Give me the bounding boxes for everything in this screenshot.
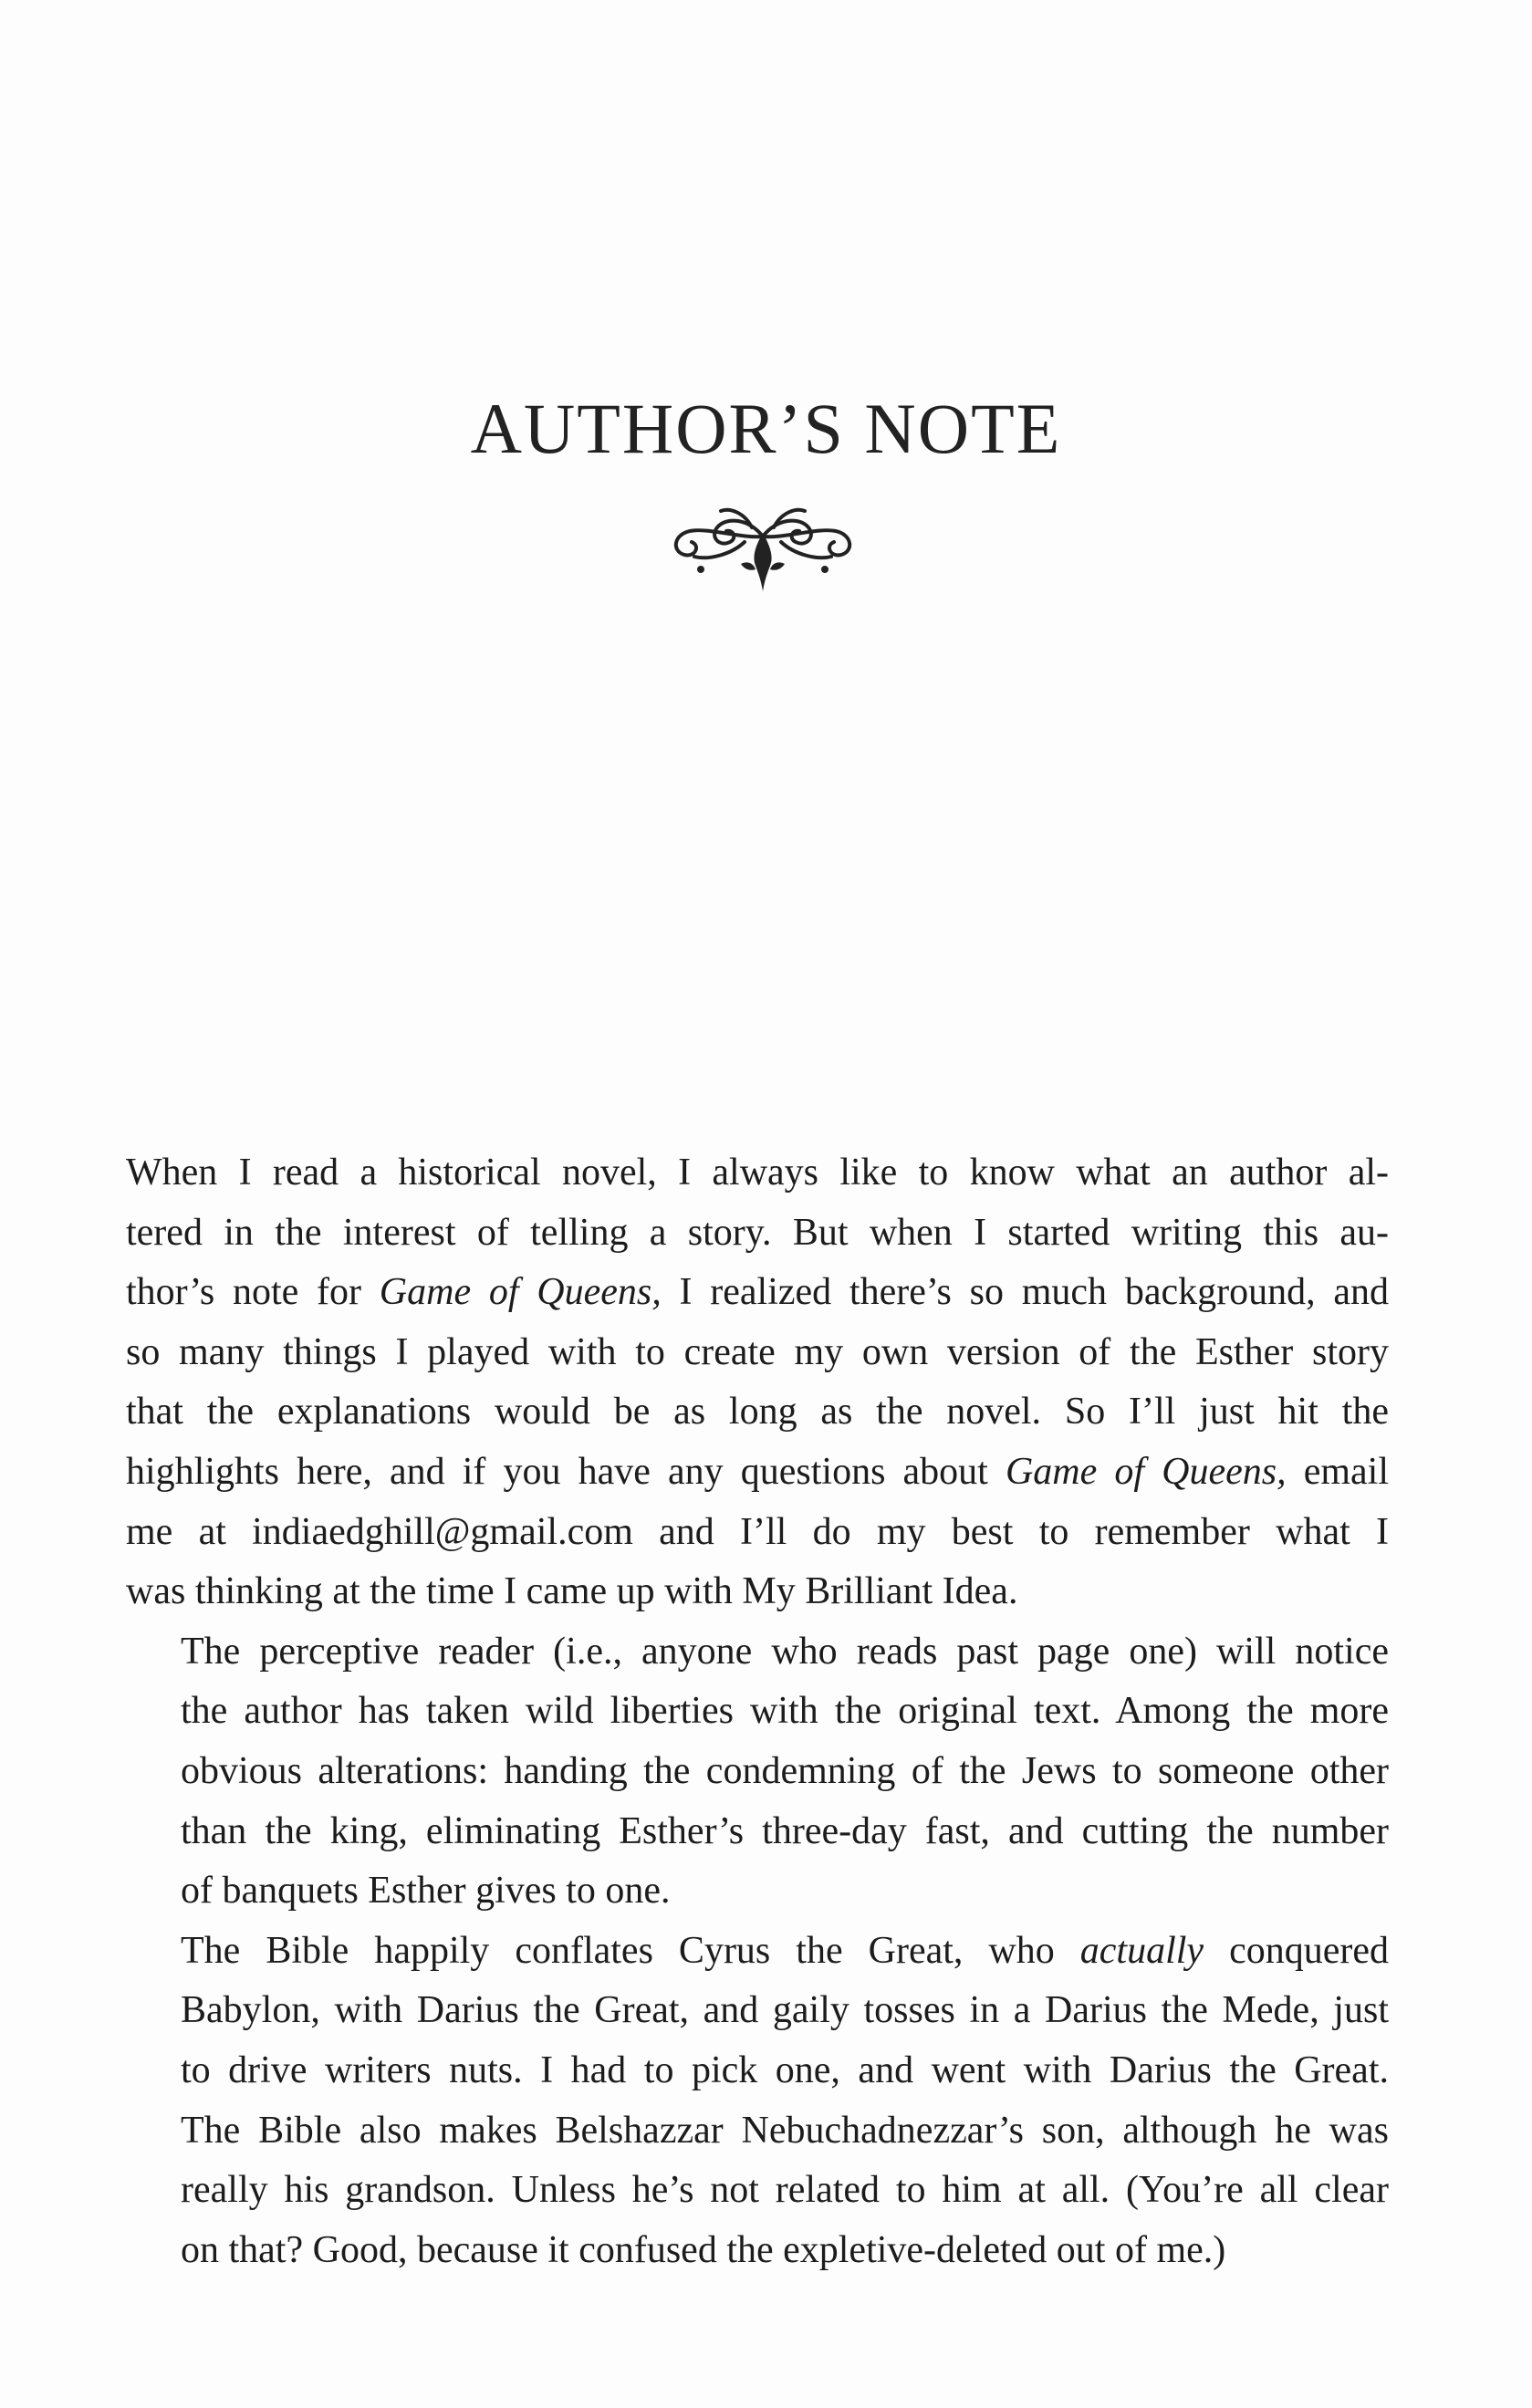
text-line: [126, 1682, 1389, 1742]
text-line: [126, 1922, 1389, 1982]
text-line: [126, 1503, 1389, 1563]
text-segment: highlights here, and if you have any questions about: [126, 1450, 1006, 1493]
text-line: [126, 1323, 1389, 1383]
italic-title: actually: [1079, 1929, 1204, 1972]
paragraph-2: [126, 1622, 1389, 1922]
text-segment: on that? Good, because it confused the expletive-deleted out of me.): [181, 2228, 1226, 2271]
text-segment: conquered: [1204, 1929, 1389, 1972]
text-line: [126, 1204, 1389, 1264]
text-segment: tered in the interest of telling a story. But when I started writing this au-: [126, 1211, 1389, 1254]
text-segment: really his grandson. Unless he’s not related to him at all. (You’re all clear: [181, 2169, 1389, 2212]
paragraph-1: [126, 1143, 1389, 1622]
text-line: [126, 1861, 1389, 1922]
text-segment: I realized there’s so much background, and: [661, 1271, 1389, 1314]
text-line: [126, 1742, 1389, 1802]
text-line: [126, 1562, 1389, 1622]
fleuron-ornament-icon: [653, 500, 872, 600]
text-segment: obvious alterations: handing the condemning of the Jews to someone other: [181, 1749, 1389, 1792]
text-segment: Babylon, with Darius the Great, and gaily tosses in a Darius the Mede, just: [181, 1989, 1389, 2032]
text-line: [126, 2221, 1389, 2281]
italic-title: Game of Queens,: [379, 1271, 662, 1314]
text-segment: than the king, eliminating Esther’s three-day fast, and cutting the number: [181, 1809, 1389, 1852]
text-line: [126, 2161, 1389, 2221]
text-segment: The perceptive reader (i.e., anyone who reads past page one) will notice: [181, 1630, 1389, 1673]
text-segment: was thinking at the time I came up with My Brilliant Idea.: [126, 1570, 1018, 1613]
text-segment: of banquets Esther gives to one.: [181, 1870, 671, 1913]
text-segment: that the explanations would be as long as the novel. So I’ll just hit the: [126, 1391, 1389, 1433]
text-segment: The Bible also makes Belshazzar Nebuchadnezzar’s son, although he was: [181, 2109, 1389, 2152]
text-line: [126, 2041, 1389, 2101]
text-line: [126, 1443, 1389, 1503]
text-line: [126, 1263, 1389, 1323]
text-line: [126, 1382, 1389, 1443]
text-segment: so many things I played with to create my own version of the Esther story: [126, 1330, 1389, 1373]
italic-title: Game of Queens,: [1005, 1450, 1287, 1493]
text-line: [126, 1981, 1389, 2041]
text-segment: thor’s note for: [126, 1271, 380, 1314]
paragraph-3: [126, 1922, 1389, 2281]
text-segment: me at indiaedghill@gmail.com and I’ll do my best to remember what I: [126, 1510, 1389, 1553]
text-segment: The Bible happily conflates Cyrus the Great, who: [181, 1929, 1080, 1972]
text-segment: When I read a historical novel, I always like to know what an author al-: [126, 1152, 1389, 1194]
author-note-body: [126, 1143, 1389, 2280]
text-line: [126, 1802, 1389, 1862]
text-segment: email: [1286, 1450, 1390, 1493]
text-line: [126, 1622, 1389, 1683]
text-line: [126, 1143, 1389, 1204]
chapter-title: AUTHOR’S NOTE: [470, 389, 1062, 468]
text-line: [126, 2101, 1389, 2162]
text-segment: to drive writers nuts. I had to pick one, and went with Darius the Great.: [181, 2048, 1389, 2091]
text-segment: the author has taken wild liberties with the original text. Among the more: [181, 1690, 1389, 1733]
